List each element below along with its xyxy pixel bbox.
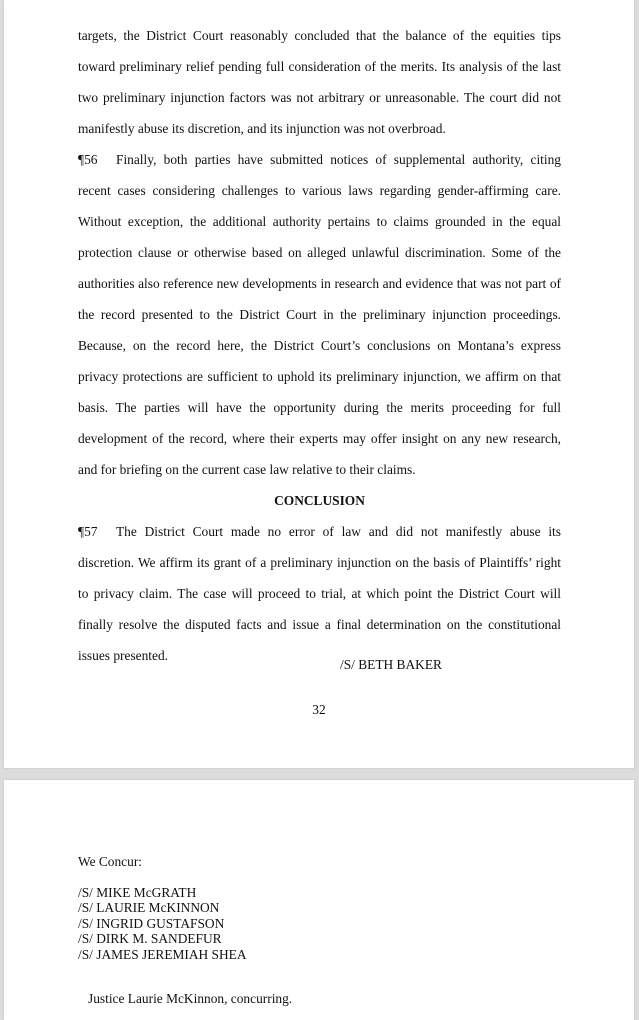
document-page-32 (4, 0, 634, 768)
paragraph-57-number: ¶57 (78, 524, 98, 539)
concurring-justice: /S/ JAMES JEREMIAH SHEA (78, 946, 247, 962)
concurring-justice: /S/ DIRK M. SANDEFUR (78, 931, 222, 947)
paragraph-57 (78, 516, 561, 671)
concurring-justices-list (78, 885, 247, 962)
paragraph-56-number: ¶56 (78, 152, 98, 167)
opinion-body (78, 20, 561, 671)
concurring-justice: /S/ LAURIE McKINNON (78, 900, 220, 916)
concur-label: We Concur: (78, 854, 142, 869)
author-signature: /S/ BETH BAKER (340, 657, 442, 672)
concurring-justice: /S/ MIKE McGRATH (78, 885, 197, 900)
paragraph-55-continued: targets, the District Court reasonably concluded that the balance of the equities tips toward preliminary relief pending full consideration of the merits. Its analysis of the last two preliminary injunction factors was not arbitrary or unreasonable. The court did not manifestly abuse its discretion, and its injunction was not overbroad. (78, 28, 561, 136)
paragraph-56 (78, 144, 561, 485)
concurring-justice: /S/ INGRID GUSTAFSON (78, 915, 225, 931)
paragraph-56-text: Finally, both parties have submitted notices of supplemental authority, citing recent cases considering challenges to various laws regarding gender-affirming care. Without exception, the additional authority pertains to claims grounded in the equal protection clause or otherwise based on alleged unlawful discrimination. Some of the authorities also reference new developments in research and evidence that was not part of the record presented to the District Court in the preliminary injunction proceedings. Because, on the record here, the District Court’s conclusions on Montana’s express privacy protections are sufficient to uphold its preliminary injunction, we affirm on that basis. The parties will have the opportunity during the merits proceeding for full development of the record, where their experts may offer insight on any new research, and for briefing on the current case law relative to their claims. (78, 152, 561, 477)
paragraph-57-text: The District Court made no error of law and did not manifestly abuse its discretion. We affirm its grant of a preliminary injunction on the basis of Plaintiffs’ right to privacy claim. The case will proceed to trial, at which point the District Court will finally resolve the disputed facts and issue a final determination on the constitutional issues presented. (78, 524, 561, 663)
conclusion-heading: CONCLUSION (274, 493, 365, 508)
page-number: 32 (312, 702, 326, 717)
document-page-33 (4, 780, 634, 1020)
concurrence-heading: Justice Laurie McKinnon, concurring. (88, 991, 293, 1006)
